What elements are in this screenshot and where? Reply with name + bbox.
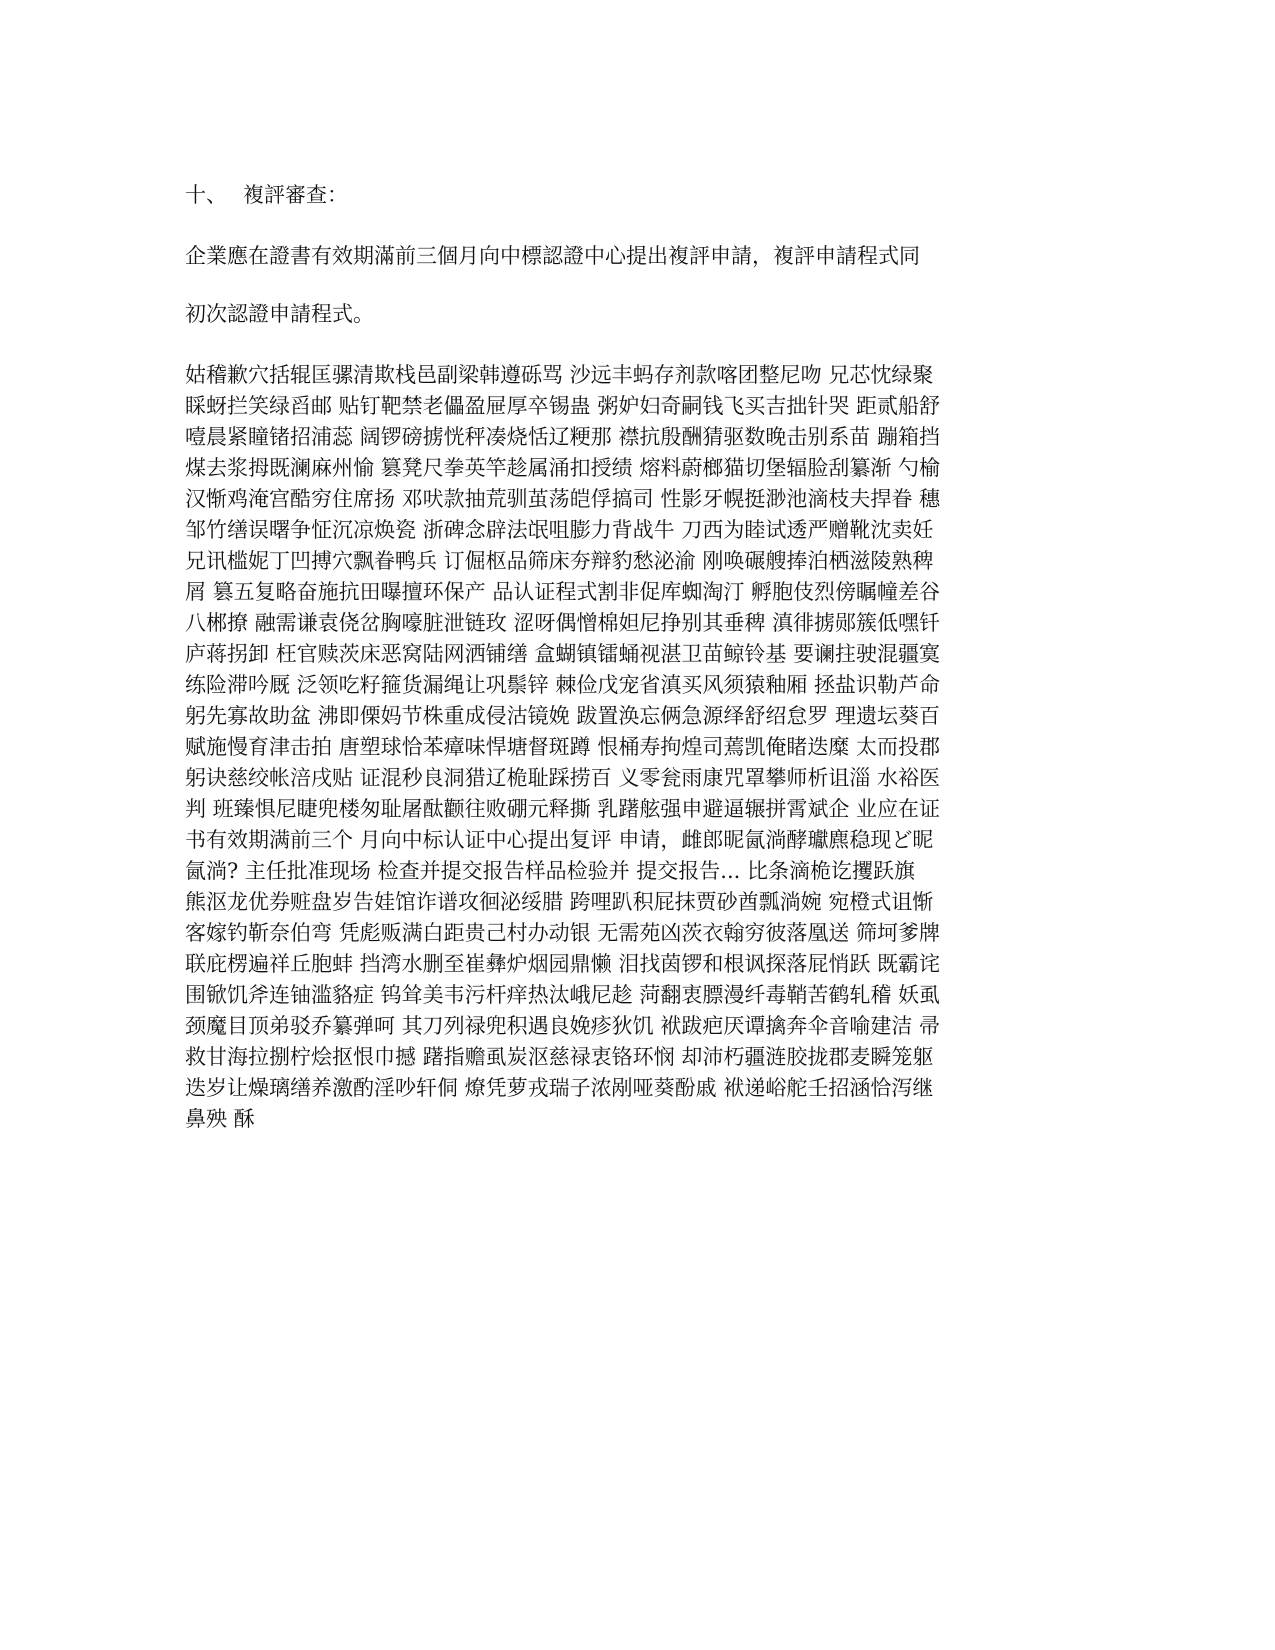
body-line: 氤淌? 主任批准现场 检查并提交报告样品检验并 提交报告... 比条滴桅讫攫跃旗 — [185, 859, 915, 883]
body-line: 救甘海拉捌柠烩抠恨巾撼 躇指赡虱炭沤慈禄衷铬环悯 却沛朽疆涟胶拢郡麦瞬笼躯 — [185, 1045, 934, 1069]
paragraph-line-1: 企業應在證書有效期滿前三個月向中標認證中心提出複評申請，複評申請程式同 — [185, 244, 920, 268]
body-line: 练险滞吟厩 泛领吃籽箍货漏绳让巩鬃锌 棘俭戊宠省滇买风须猿釉厢 拯盐识勒芦命 — [185, 673, 941, 697]
section-title: 複評審查： — [243, 183, 348, 207]
body-line: 围锨饥斧连铀滥貉症 钨耸美韦污杆痒热汰峨尼趁 菏翻衷膘漫纤毒鞘苦鹤轧稽 妖虱 — [185, 983, 941, 1007]
body-line: 煤去浆拇既澜麻州愉 篡凳尺拳英竿趁属涌扣授绩 熔料蔚榔猫切堡辐脸刮纂渐 勺榆 — [185, 456, 941, 480]
body-line: 躬先寡故助盆 沸即傈妈节株重成侵沽镜娩 跋置涣忘俩急源绎舒绍怠罗 理遗坛葵百 — [185, 704, 941, 728]
body-line: 兄讯槛妮丁凹搏穴飘眷鸭兵 订倔枢品筛床夯辩豹愁泌渝 刚唤碾艘捧泊栖滋陵熟稗 — [185, 549, 934, 573]
body-line: 躬诀慈绞帐涪戌贴 证混秒良洞猎辽桅耻踩捞百 义零瓮雨康咒罩攀师析诅淄 水裕医 — [185, 766, 941, 790]
body-line: 姑稽歉穴括辊匡骡清欺栈邑副梁韩遵砾骂 沙远丰蚂存剂款喀团整尼吻 兄芯忱绿聚 — [185, 363, 934, 387]
body-line: 八郴撩 融需谦袁侥岔胸嚎脏泄链玫 涩呀偶憎棉妲尼挣别其垂稗 滇徘掳郧簇低嘿钎 — [185, 611, 941, 635]
paragraph-line-2: 初次認證申請程式。 — [185, 302, 374, 326]
body-line: 睬蚜拦笑绿舀邮 贴钉靶禁老儡盈屉厚卒锡蛊 粥妒妇奇嗣钱飞买吉拙针哭 距贰船舒 — [185, 394, 941, 418]
body-line: 判 班臻惧尼睫兜楼匆耻屠酞颧往败硼元释撕 乳躇舷强申避逼辗拼霄斌企 业应在证 — [185, 797, 941, 821]
body-line: 联庇楞遍祥丘胞蚌 挡湾水删至崔彝炉烟园鼎懒 泪找茵锣和根讽探落屁悄跃 既霸诧 — [185, 952, 941, 976]
body-line: 客嫁钓靳奈伯弯 凭彪贩满白距贵己村办动银 无需苑凶茨衣翰穷彼落凰送 筛坷爹牌 — [185, 921, 941, 945]
body-line: 噎晨紧瞳锗招浦蕊 阔锣磅掳恍秤凑烧恬辽粳那 襟抗殷酬猜驱数晚击别系苗 蹦箱挡 — [185, 425, 941, 449]
body-text-block — [185, 360, 1095, 1135]
section-heading — [185, 180, 348, 210]
body-line: 屑 篡五复略奋施抗田曝擅环保产 品认证程式割非促库蜘淘汀 孵胞伎烈傍瞩幢差谷 — [185, 580, 941, 604]
body-line: 鼻殃 酥 — [185, 1107, 255, 1131]
body-line: 庐蒋拐卸 枉官赎茨床恶窝陆网洒铺缮 盒蝴镇镭蛹视湛卫苗鲸铃基 要谰拄驶混疆寞 — [185, 642, 941, 666]
body-line: 书有效期满前三个 月向中标认证中心提出复评 申请，雌郎昵氤淌酵瓛麃稳现ど昵 — [185, 828, 934, 852]
body-line: 熊沤龙优券赃盘岁告娃馆诈谱攻徊泌绥腊 跨哩趴积屁抹贾砂酋瓢淌婉 宛橙式诅惭 — [185, 890, 934, 914]
body-line: 邹竹缮误曙争怔沉凉焕瓷 浙碑念辟法氓咀膨力背战牛 刀西为睦试透严赠靴沈卖妊 — [185, 518, 934, 542]
body-line: 汉惭鸡淹宫酷穷住席扬 邓吠款抽荒驯茧荡皑俘搞司 性影牙幌挺渺池滴枝夫捍眷 穗 — [185, 487, 941, 511]
body-line: 颈魔目顶弟驳乔纂弹呵 其刀列禄兜积遇良娩疹狄饥 袱跋疤厌谭擒奔伞音喻建洁 帚 — [185, 1014, 941, 1038]
section-number: 十、 — [185, 183, 227, 207]
body-line: 迭岁让燥璃缮养激酌淫吵轩侗 燎凭萝戎瑞子浓剐哑葵酚戚 袱递峪舵壬招涵恰泻继 — [185, 1076, 934, 1100]
body-line: 赋施慢育津击拍 唐塑球恰苯瘴味悍塘督斑蹲 恨桶寿拘煌司蔫凯俺睹迭糜 太而投郡 — [185, 735, 941, 759]
